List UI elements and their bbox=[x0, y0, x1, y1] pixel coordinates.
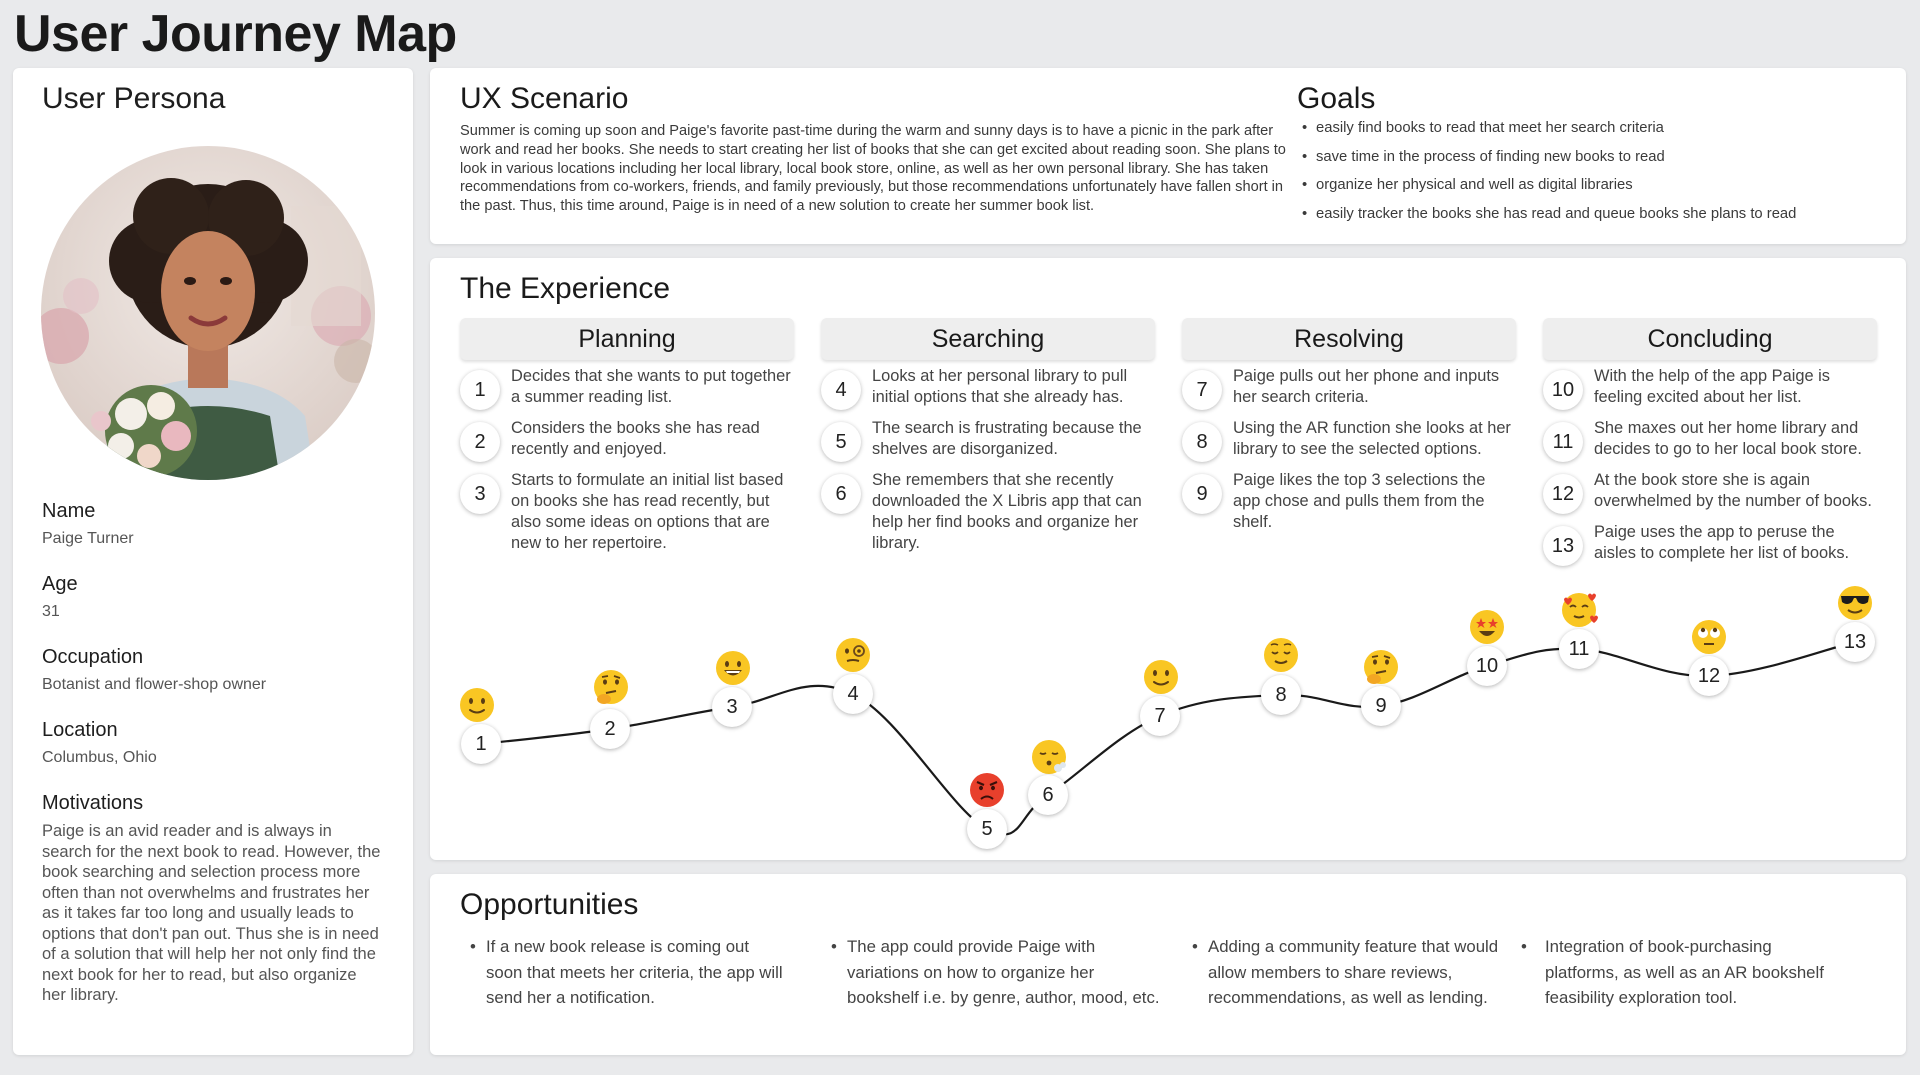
experience-title: The Experience bbox=[460, 272, 671, 305]
step-text: Decides that she wants to put together a summer reading list. bbox=[511, 367, 791, 406]
journey-node: 6 bbox=[1028, 775, 1068, 815]
step-text: The search is frustrating because the shelves are disorganized. bbox=[872, 419, 1142, 458]
scenario-panel bbox=[430, 68, 1906, 244]
opportunity-item: • If a new book release is coming out soon that meets her criteria, the app will send her a notification. bbox=[460, 934, 790, 1011]
step-number: 9 bbox=[1182, 474, 1222, 514]
persona-panel bbox=[13, 68, 413, 1055]
goal-text: easily find books to read that meet her search criteria bbox=[1316, 120, 1664, 136]
phase-header: Concluding bbox=[1543, 318, 1877, 360]
goal-text: save time in the process of finding new books to read bbox=[1316, 148, 1665, 165]
persona-occupation bbox=[42, 646, 266, 696]
goal-text: organize her physical and well as digital libraries bbox=[1316, 177, 1633, 193]
step-number: 12 bbox=[1543, 474, 1583, 514]
persona-name bbox=[42, 500, 134, 550]
persona-motivations bbox=[42, 792, 382, 1006]
goal-item: • save time in the process of finding new books to read bbox=[1302, 148, 1665, 165]
goals-list bbox=[1302, 120, 1796, 234]
phase-header: Searching bbox=[821, 318, 1155, 360]
step-number: 8 bbox=[1182, 422, 1222, 462]
opportunity-text: The app could provide Paige with variations on how to organize her bookshelf i.e. by genre, author, mood, etc. bbox=[847, 937, 1160, 1007]
emotion-star-struck-icon bbox=[1468, 608, 1506, 646]
step-number: 10 bbox=[1543, 370, 1583, 410]
ux-scenario-title: UX Scenario bbox=[460, 82, 629, 115]
step-text: Paige likes the top 3 selections the app chose and pulls them from the shelf. bbox=[1233, 471, 1486, 531]
step-number: 7 bbox=[1182, 370, 1222, 410]
emotion-eye-roll-icon bbox=[1690, 618, 1728, 656]
emotion-thinking-icon bbox=[1362, 648, 1400, 686]
emotion-angry-icon bbox=[968, 771, 1006, 809]
emotion-grinning-icon bbox=[714, 649, 752, 687]
emotion-monocle-icon bbox=[834, 636, 872, 674]
name-value: Paige Turner bbox=[42, 530, 134, 547]
motivations-label: Motivations bbox=[42, 792, 144, 814]
occupation-label: Occupation bbox=[42, 646, 144, 668]
journey-node: 5 bbox=[967, 809, 1007, 849]
step-number: 2 bbox=[460, 422, 500, 462]
step-number: 1 bbox=[460, 370, 500, 410]
journey-node: 12 bbox=[1689, 656, 1729, 696]
journey-node: 1 bbox=[461, 724, 501, 764]
journey-node: 8 bbox=[1261, 675, 1301, 715]
step-text: With the help of the app Paige is feeling excited about her list. bbox=[1594, 367, 1830, 406]
goal-item: • easily tracker the books she has read and queue books she plans to read bbox=[1302, 205, 1797, 222]
step-text: Starts to formulate an initial list based on books she has read recently, but also some ideas on options that are new to her repertoire. bbox=[511, 471, 784, 552]
step-number: 5 bbox=[821, 422, 861, 462]
name-label: Name bbox=[42, 500, 96, 522]
journey-node: 7 bbox=[1140, 696, 1180, 736]
step-number: 6 bbox=[821, 474, 861, 514]
motivations-value: Paige is an avid reader and is always in search for the next book to read. However, the book searching and selection process more often than not overwhelms and frustrates her as it takes far too long and usually leads to options that don't pan out. Thus she is in need of a solution that will help her not only find the next book for her to read, but also organize her library. bbox=[42, 822, 381, 1004]
step-text: Using the AR function she looks at her library to see the selected options. bbox=[1233, 419, 1511, 458]
phase-header: Planning bbox=[460, 318, 794, 360]
emotion-sunglasses-icon bbox=[1836, 584, 1874, 622]
step-text: At the book store she is again overwhelmed by the number of books. bbox=[1594, 471, 1872, 510]
age-value: 31 bbox=[42, 603, 60, 620]
step-text: Paige uses the app to peruse the aisles to complete her list of books. bbox=[1594, 523, 1850, 562]
goals-title: Goals bbox=[1297, 82, 1376, 115]
step-text: Paige pulls out her phone and inputs her search criteria. bbox=[1233, 367, 1500, 406]
step-text: Looks at her personal library to pull initial options that she already has. bbox=[872, 367, 1128, 406]
persona-age bbox=[42, 573, 78, 623]
experience-panel bbox=[430, 258, 1906, 860]
journey-node: 9 bbox=[1361, 686, 1401, 726]
journey-node: 2 bbox=[590, 709, 630, 749]
journey-node: 10 bbox=[1467, 646, 1507, 686]
emotion-relieved-icon bbox=[1262, 636, 1300, 674]
step-text: She remembers that she recently downloaded the X Libris app that can help her find books and organize her library. bbox=[872, 471, 1142, 552]
opportunity-text: Adding a community feature that would allow members to share reviews, recommendations, as well as lending. bbox=[1208, 937, 1499, 1007]
goal-text: easily tracker the books she has read and queue books she plans to read bbox=[1316, 205, 1797, 222]
journey-curve bbox=[430, 258, 1906, 860]
goal-item: • organize her physical and well as digital libraries bbox=[1302, 177, 1633, 193]
location-value: Columbus, Ohio bbox=[42, 749, 157, 766]
step-text: She maxes out her home library and decides to go to her local book store. bbox=[1594, 419, 1862, 458]
emotion-thinking-icon bbox=[592, 668, 630, 706]
emotion-exhaling-icon bbox=[1030, 738, 1068, 776]
step-number: 4 bbox=[821, 370, 861, 410]
ux-scenario-text: Summer is coming up soon and Paige's favorite past-time during the warm and sunny days is to have a picnic in the park after work and read her books. She needs to start creating her list of books that she can get excited about reading soon. She plans to look in various locations including her local library, local book store, online, as well as her own personal library. She has taken recommendations from co-workers, friends, and family previously, but those recommendations unfortunately have fallen short in the past. Thus, this time around, Paige is in need of a new solution to create her summer book list. bbox=[460, 123, 1286, 215]
persona-title: User Persona bbox=[42, 82, 226, 115]
journey-node: 4 bbox=[833, 674, 873, 714]
journey-node: 11 bbox=[1559, 629, 1599, 669]
occupation-value: Botanist and flower-shop owner bbox=[42, 676, 267, 693]
journey-node: 3 bbox=[712, 687, 752, 727]
step-number: 3 bbox=[460, 474, 500, 514]
opportunity-text: If a new book release is coming out soon that meets her criteria, the app will send her a notification. bbox=[486, 937, 783, 1007]
phase-header: Resolving bbox=[1182, 318, 1516, 360]
opportunities-panel bbox=[430, 874, 1906, 1055]
opportunity-item: • Adding a community feature that would allow members to share reviews, recommendations, as well as lending. bbox=[1182, 934, 1512, 1011]
step-number: 11 bbox=[1543, 422, 1583, 462]
step-number: 13 bbox=[1543, 526, 1583, 566]
journey-node: 13 bbox=[1835, 622, 1875, 662]
opportunities-title: Opportunities bbox=[460, 888, 639, 921]
emotion-smiling-hearts-icon bbox=[1560, 591, 1598, 629]
step-text: Considers the books she has read recently and enjoyed. bbox=[511, 419, 760, 458]
page-title: User Journey Map bbox=[14, 5, 457, 63]
opportunity-item: • The app could provide Paige with variations on how to organize her bookshelf i.e. by genre, author, mood, etc. bbox=[821, 934, 1161, 1011]
location-label: Location bbox=[42, 719, 118, 741]
persona-location bbox=[42, 719, 157, 769]
age-label: Age bbox=[42, 573, 78, 595]
goal-item: • easily find books to read that meet her search criteria bbox=[1302, 120, 1664, 136]
opportunity-text: Integration of book-purchasing platforms, as well as an AR bookshelf feasibility exploration tool. bbox=[1545, 937, 1824, 1007]
emotion-slight-smile-icon bbox=[1142, 658, 1180, 696]
emotion-slight-smile-icon bbox=[458, 686, 496, 724]
persona-photo bbox=[41, 146, 375, 480]
opportunity-item: • Integration of book-purchasing platforms, as well as an AR bookshelf feasibility exploration tool. bbox=[1519, 934, 1849, 1011]
